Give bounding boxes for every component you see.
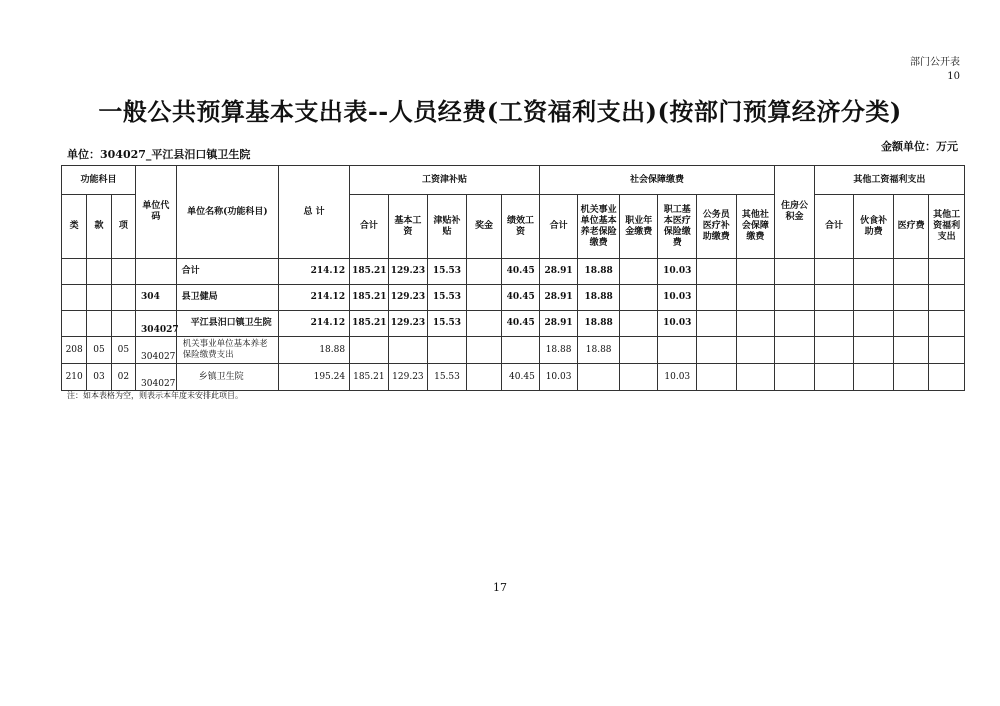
header-social-group: 社会保障缴费 (539, 166, 774, 195)
cell-other-wage (929, 337, 965, 364)
cell-performance: 40.45 (502, 259, 540, 285)
cell-occupational (619, 364, 658, 391)
cell-allowance: 15.53 (428, 311, 467, 337)
cell-total: 214.12 (279, 285, 350, 311)
cell-pension: 18.88 (578, 285, 620, 311)
cell-housing (775, 259, 815, 285)
cell-allowance (428, 337, 467, 364)
header-allowance: 津贴补贴 (428, 195, 467, 259)
cell-medical: 10.03 (658, 259, 697, 285)
cell-xiang: 02 (111, 364, 135, 391)
cell-name: 合计 (176, 259, 278, 285)
header-other-group: 其他工资福利支出 (814, 166, 964, 195)
cell-pension: 18.88 (578, 311, 620, 337)
header-meal: 伙食补助费 (854, 195, 894, 259)
header-basic-wage: 基本工资 (388, 195, 428, 259)
amount-unit: 金额单位：万元 (881, 140, 958, 153)
cell-lei: 210 (62, 364, 87, 391)
cell-bonus (466, 337, 502, 364)
header-wage-total: 合计 (350, 195, 389, 259)
corner-number: 10 (947, 71, 960, 82)
cell-other-wage (929, 259, 965, 285)
page-title: 一般公共预算基本支出表--人员经费(工资福利支出)(按部门预算经济分类) (98, 97, 902, 126)
table-row (62, 364, 965, 391)
header-func-subject: 功能科目 (62, 166, 136, 195)
cell-basic-wage: 129.23 (388, 311, 428, 337)
cell-name: 平江县汨口镇卫生院 (176, 311, 278, 337)
cell-total: 195.24 (279, 364, 350, 391)
cell-basic-wage: 129.23 (388, 259, 428, 285)
cell-occupational (619, 311, 658, 337)
cell-performance (502, 337, 540, 364)
cell-medical: 10.03 (658, 364, 697, 391)
cell-name: 机关事业单位基本养老保险缴费支出 (176, 337, 278, 364)
header-pension: 机关事业单位基本养老保险缴费 (578, 195, 620, 259)
cell-bonus (466, 285, 502, 311)
cell-other-social (736, 285, 775, 311)
cell-code: 304027 (136, 311, 177, 337)
cell-meal (854, 337, 894, 364)
table-row (62, 337, 965, 364)
cell-xiang: 05 (111, 337, 135, 364)
cell-civil-medical (697, 259, 737, 285)
cell-civil-medical (697, 285, 737, 311)
cell-basic-wage: 129.23 (388, 285, 428, 311)
header-civil-medical: 公务员医疗补助缴费 (697, 195, 737, 259)
cell-housing (775, 285, 815, 311)
cell-code: 304 (136, 285, 177, 311)
cell-xiang (111, 259, 135, 285)
cell-pension (578, 364, 620, 391)
cell-occupational (619, 285, 658, 311)
cell-name: 县卫健局 (176, 285, 278, 311)
table-row (62, 259, 965, 285)
cell-total: 214.12 (279, 311, 350, 337)
cell-lei (62, 311, 87, 337)
cell-xiang (111, 311, 135, 337)
cell-code: 304027 (136, 364, 177, 391)
cell-occupational (619, 259, 658, 285)
cell-housing (775, 364, 815, 391)
cell-other-total (814, 364, 854, 391)
cell-medical-fee (893, 285, 929, 311)
header-xiang: 项 (111, 195, 135, 259)
cell-medical: 10.03 (658, 285, 697, 311)
header-other-social: 其他社会保障缴费 (736, 195, 775, 259)
cell-kuan: 05 (87, 337, 111, 364)
table-row (62, 285, 965, 311)
table-number-label (910, 56, 960, 84)
header-other-total: 合计 (814, 195, 854, 259)
header-lei: 类 (62, 195, 87, 259)
header-occupational: 职业年金缴费 (619, 195, 658, 259)
cell-bonus (466, 364, 502, 391)
cell-meal (854, 311, 894, 337)
header-total: 总 计 (279, 166, 350, 259)
header-social-total: 合计 (539, 195, 578, 259)
cell-medical-fee (893, 337, 929, 364)
cell-bonus (466, 259, 502, 285)
cell-pension: 18.88 (578, 337, 620, 364)
cell-other-total (814, 337, 854, 364)
cell-basic-wage: 129.23 (388, 364, 428, 391)
cell-bonus (466, 311, 502, 337)
cell-civil-medical (697, 364, 737, 391)
header-bonus: 奖金 (466, 195, 502, 259)
header-other-wage: 其他工资福利支出 (929, 195, 965, 259)
cell-other-social (736, 337, 775, 364)
corner-label: 部门公开表 (910, 57, 960, 68)
cell-social-total: 28.91 (539, 311, 578, 337)
cell-name: 乡镇卫生院 (176, 364, 278, 391)
cell-total: 18.88 (279, 337, 350, 364)
cell-xiang (111, 285, 135, 311)
header-row-1 (62, 166, 965, 195)
cell-meal (854, 364, 894, 391)
cell-lei (62, 259, 87, 285)
cell-social-total: 28.91 (539, 285, 578, 311)
cell-wage-total: 185.21 (350, 285, 389, 311)
cell-housing (775, 337, 815, 364)
header-medical: 职工基本医疗保险缴费 (658, 195, 697, 259)
cell-civil-medical (697, 337, 737, 364)
cell-code (136, 259, 177, 285)
header-housing: 住房公积金 (775, 166, 815, 259)
cell-meal (854, 285, 894, 311)
cell-kuan: 03 (87, 364, 111, 391)
cell-allowance: 15.53 (428, 285, 467, 311)
cell-other-wage (929, 285, 965, 311)
cell-kuan (87, 285, 111, 311)
cell-medical-fee (893, 364, 929, 391)
cell-medical-fee (893, 259, 929, 285)
page-number: 17 (493, 581, 507, 594)
header-kuan: 款 (87, 195, 111, 259)
cell-allowance: 15.53 (428, 259, 467, 285)
cell-other-social (736, 364, 775, 391)
cell-lei: 208 (62, 337, 87, 364)
cell-occupational (619, 337, 658, 364)
cell-performance: 40.45 (502, 364, 540, 391)
cell-housing (775, 311, 815, 337)
header-performance: 绩效工资 (502, 195, 540, 259)
table-row (62, 311, 965, 337)
cell-code: 304027 (136, 337, 177, 364)
cell-pension: 18.88 (578, 259, 620, 285)
cell-other-wage (929, 311, 965, 337)
cell-kuan (87, 259, 111, 285)
cell-performance: 40.45 (502, 311, 540, 337)
header-unit-code: 单位代码 (136, 166, 177, 259)
cell-other-total (814, 259, 854, 285)
cell-allowance: 15.53 (428, 364, 467, 391)
cell-other-total (814, 285, 854, 311)
cell-social-total: 28.91 (539, 259, 578, 285)
cell-wage-total: 185.21 (350, 311, 389, 337)
cell-medical (658, 337, 697, 364)
cell-wage-total (350, 337, 389, 364)
cell-other-social (736, 259, 775, 285)
cell-wage-total: 185.21 (350, 364, 389, 391)
cell-other-social (736, 311, 775, 337)
footnote: 注：如本表格为空，则表示本年度未安排此项目。 (67, 391, 243, 400)
cell-performance: 40.45 (502, 285, 540, 311)
header-medical-fee: 医疗费 (893, 195, 929, 259)
cell-kuan (87, 311, 111, 337)
cell-wage-total: 185.21 (350, 259, 389, 285)
cell-medical: 10.03 (658, 311, 697, 337)
cell-meal (854, 259, 894, 285)
cell-total: 214.12 (279, 259, 350, 285)
cell-civil-medical (697, 311, 737, 337)
cell-lei (62, 285, 87, 311)
budget-table (61, 165, 965, 391)
cell-other-wage (929, 364, 965, 391)
header-wage-group: 工资津补贴 (350, 166, 540, 195)
cell-social-total: 10.03 (539, 364, 578, 391)
cell-medical-fee (893, 311, 929, 337)
unit-label: 单位：304027_平江县汨口镇卫生院 (67, 148, 251, 161)
cell-social-total: 18.88 (539, 337, 578, 364)
cell-other-total (814, 311, 854, 337)
cell-basic-wage (388, 337, 428, 364)
header-unit-name: 单位名称(功能科目) (176, 166, 278, 259)
